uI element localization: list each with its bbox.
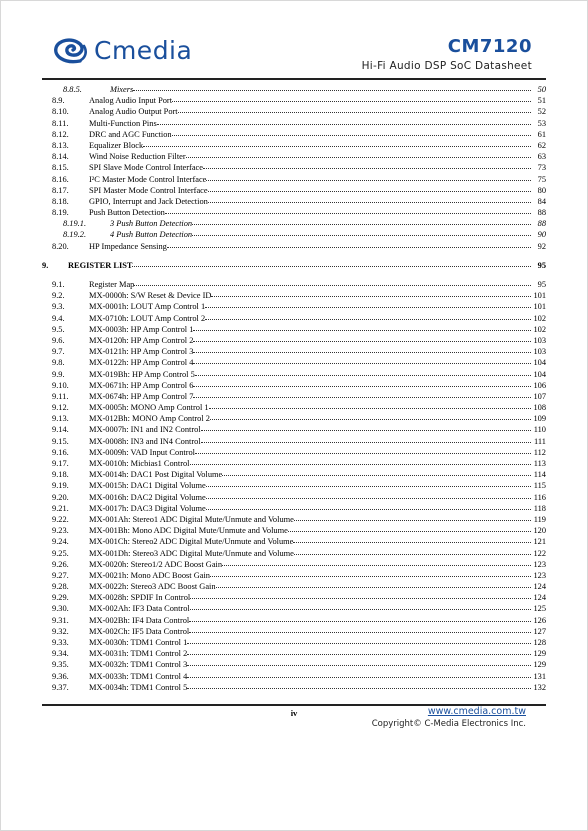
toc-entry[interactable]: [42, 559, 546, 570]
toc-entry-number: 8.16.: [52, 174, 69, 184]
toc-entry[interactable]: [42, 648, 546, 659]
toc-entry[interactable]: [42, 218, 546, 229]
toc-entry-page: 131: [533, 671, 546, 681]
toc-entry-page: 103: [533, 347, 546, 357]
toc-entry-page: 124: [533, 582, 546, 592]
toc-entry-page: 95: [537, 280, 546, 289]
toc-entry-title: MX-0122h: HP Amp Control 4: [89, 358, 194, 368]
toc-entry-page: 104: [533, 358, 546, 368]
toc-entry-number: 9.36.: [52, 671, 69, 681]
toc-entry-title: MX-0020h: Stereo1/2 ADC Boost Gain: [89, 559, 223, 569]
toc-entry-title: Equalizer Block: [89, 140, 144, 150]
toc-entry-page: 92: [537, 241, 546, 251]
toc-leader-dots: [133, 84, 531, 91]
toc-entry[interactable]: [42, 260, 546, 271]
toc-entry-page: 75: [537, 174, 546, 184]
toc-leader-dots: [211, 290, 531, 297]
toc-entry-number: 9.21.: [52, 503, 69, 513]
toc-entry-title: REGISTER LIST: [68, 260, 133, 270]
toc-leader-dots: [178, 106, 531, 113]
toc-leader-dots: [209, 402, 531, 409]
toc-entry-title: Analog Audio Input Port: [89, 96, 173, 106]
toc-entry-number: 9.: [42, 260, 49, 270]
toc-entry-number: 9.7.: [52, 347, 65, 357]
toc-entry-number: 9.5.: [52, 324, 65, 334]
toc-entry-number: 9.15.: [52, 436, 69, 446]
toc-entry-page: 104: [533, 369, 546, 379]
toc-entry-page: 118: [533, 503, 546, 513]
toc-entry-page: 51: [537, 96, 546, 106]
toc-entry-page: 62: [537, 140, 546, 150]
header-rule: [42, 78, 546, 80]
toc-entry[interactable]: [42, 637, 546, 648]
toc-leader-dots: [193, 324, 531, 331]
toc-entry-page: 119: [533, 514, 546, 524]
toc-entry-page: 116: [533, 492, 546, 502]
toc-entry-number: 9.6.: [52, 335, 65, 345]
toc-entry-number: 8.19.1.: [63, 219, 87, 229]
toc-entry[interactable]: [42, 570, 546, 581]
toc-entry-page: 88: [537, 208, 546, 218]
cmedia-logo: [50, 36, 192, 66]
toc-entry[interactable]: [42, 207, 546, 218]
toc-entry-number: 8.19.2.: [63, 230, 87, 240]
toc-entry-number: 9.14.: [52, 425, 69, 435]
toc-entry[interactable]: [42, 241, 546, 252]
toc-leader-dots: [293, 536, 531, 543]
toc-entry-title: MX-0031h: TDM1 Control 2: [89, 649, 188, 659]
toc-entry[interactable]: [42, 380, 546, 391]
toc-entry-title: MX-001Dh: Stereo3 ADC Digital Mute/Unmute and Volume: [89, 548, 294, 558]
toc-entry-number: 9.16.: [52, 447, 69, 457]
toc-leader-dots: [208, 185, 531, 192]
toc-entry-title: 4 Push Button Detection: [110, 230, 193, 240]
toc-entry[interactable]: [42, 229, 546, 240]
toc-entry-number: 9.26.: [52, 559, 69, 569]
toc-entry[interactable]: [42, 548, 546, 559]
toc-entry-title: MX-0007h: IN1 and IN2 Control: [89, 425, 201, 435]
toc-entry-page: 102: [533, 313, 546, 323]
toc-entry-title: MX-0010h: Micbias1 Control: [89, 459, 190, 468]
toc-entry[interactable]: [42, 84, 546, 95]
toc-entry[interactable]: [42, 313, 546, 324]
toc-entry-page: 127: [533, 626, 546, 636]
toc-leader-dots: [187, 659, 531, 666]
toc-leader-dots: [157, 118, 531, 125]
toc-entry-title: MX-0028h: SPDIF In Control: [89, 593, 191, 603]
product-name: CM7120: [447, 36, 532, 57]
toc-leader-dots: [205, 301, 531, 308]
toc-entry-number: 9.8.: [52, 358, 65, 368]
page-number: iv: [290, 708, 298, 718]
toc-entry-title: MX-0671h: HP Amp Control 6: [89, 380, 194, 390]
toc-leader-dots: [210, 413, 531, 420]
toc-leader-dots: [172, 95, 531, 102]
toc-entry[interactable]: [42, 480, 546, 491]
toc-leader-dots: [132, 260, 531, 267]
toc-entry[interactable]: [42, 536, 546, 547]
toc-leader-dots: [222, 559, 531, 566]
toc-entry-title: Analog Audio Output Port: [89, 107, 178, 117]
toc-leader-dots: [205, 313, 531, 320]
toc-entry-page: 50: [537, 85, 546, 94]
toc-entry-title: MX-0017h: DAC3 Digital Volume: [89, 503, 206, 513]
toc-entry[interactable]: [42, 413, 546, 424]
toc-entry-page: 52: [537, 107, 546, 117]
toc-entry-page: 80: [537, 185, 546, 195]
toc-entry-number: 9.4.: [52, 313, 65, 323]
copyright-text: Copyright© C-Media Electronics Inc.: [371, 719, 526, 729]
toc-entry-title: MX-002Bh: IF4 Data Control: [89, 615, 190, 625]
toc-entry-number: 9.30.: [52, 604, 69, 614]
toc-entry[interactable]: [42, 626, 546, 637]
toc-entry-title: MX-0001h: LOUT Amp Control 1: [89, 302, 206, 312]
toc-entry-page: 123: [533, 570, 546, 580]
toc-leader-dots: [189, 615, 531, 622]
toc-entry-number: 9.34.: [52, 649, 69, 659]
toc-entry-number: 8.9.: [52, 96, 65, 106]
toc-leader-dots: [206, 503, 531, 510]
website-link[interactable]: www.cmedia.com.tw: [427, 706, 526, 717]
toc-entry-title: MX-0022h: Stereo3 ADC Boost Gain: [89, 582, 216, 592]
toc-entry[interactable]: [42, 140, 546, 151]
toc-entry-title: MX-019Bh: HP Amp Control 5: [89, 369, 195, 379]
toc-entry-title: MX-0032h: TDM1 Control 3: [89, 660, 188, 670]
toc-entry[interactable]: [42, 603, 546, 614]
toc-entry-page: 73: [537, 163, 546, 173]
toc-leader-dots: [206, 492, 531, 499]
toc-entry[interactable]: [42, 615, 546, 626]
toc-leader-dots: [288, 525, 531, 532]
toc-leader-dots: [210, 570, 531, 577]
toc-entry[interactable]: [42, 162, 546, 173]
toc-entry-page: 132: [533, 682, 546, 692]
toc-entry-number: 8.17.: [52, 185, 69, 195]
toc-entry[interactable]: [42, 391, 546, 402]
toc-leader-dots: [190, 458, 532, 465]
toc-entry-number: 9.32.: [52, 626, 69, 636]
toc-entry-page: 129: [533, 660, 546, 670]
toc-entry-title: MX-0021h: Mono ADC Boost Gain: [89, 570, 210, 580]
toc-entry-title: MX-0008h: IN3 and IN4 Control: [89, 436, 201, 446]
toc-leader-dots: [167, 241, 531, 248]
toc-entry-title: MX-0009h: VAD Input Control: [89, 447, 196, 457]
toc-entry-number: 9.31.: [52, 615, 69, 625]
toc-entry-page: 88: [537, 219, 546, 229]
toc-entry-title: MX-002Ch: IF5 Data Control: [89, 626, 190, 636]
toc-leader-dots: [192, 218, 531, 225]
toc-entry[interactable]: [42, 436, 546, 447]
toc-entry-page: 114: [533, 470, 546, 480]
toc-entry-title: I²C Master Mode Control Interface: [89, 174, 207, 184]
toc-leader-dots: [193, 391, 531, 398]
toc-entry-title: MX-0121h: HP Amp Control 3: [89, 347, 194, 357]
toc-entry-page: 84: [537, 196, 546, 206]
toc-entry-number: 9.10.: [52, 380, 69, 390]
toc-leader-dots: [192, 229, 531, 236]
toc-entry-page: 128: [533, 638, 546, 647]
toc-entry-number: 8.13.: [52, 140, 69, 150]
toc-leader-dots: [187, 637, 531, 644]
toc-entry-number: 9.18.: [52, 470, 69, 480]
toc-entry-title: MX-001Bh: Mono ADC Digital Mute/Unmute and Volume: [89, 526, 288, 536]
toc-entry-number: 9.22.: [52, 514, 69, 524]
toc-entry-number: 9.28.: [52, 582, 69, 592]
toc-entry-page: 110: [533, 425, 546, 435]
toc-entry-number: 8.8.5.: [63, 85, 82, 94]
toc-entry[interactable]: [42, 659, 546, 670]
toc-entry-title: MX-0016h: DAC2 Digital Volume: [89, 492, 206, 502]
toc-entry-title: MX-0674h: HP Amp Control 7: [89, 391, 194, 401]
toc-entry-title: MX-0710h: LOUT Amp Control 2: [89, 313, 206, 323]
toc-entry-title: 3 Push Button Detection: [110, 219, 193, 229]
toc-entry-page: 90: [537, 230, 546, 240]
toc-entry-title: Multi-Function Pins: [89, 118, 157, 128]
toc-entry-title: Mixers: [110, 85, 134, 94]
toc-entry-number: 8.10.: [52, 107, 69, 117]
toc-leader-dots: [186, 151, 531, 158]
toc-entry-title: DRC and AGC Function: [89, 129, 172, 139]
toc-entry-page: 101: [533, 291, 546, 301]
toc-entry-title: Push Button Detection: [89, 208, 165, 218]
toc-leader-dots: [193, 335, 531, 342]
toc-entry-number: 9.24.: [52, 537, 69, 547]
document-subtitle: Hi-Fi Audio DSP SoC Datasheet: [361, 60, 532, 72]
toc-entry-page: 103: [533, 335, 546, 345]
toc-entry-page: 121: [533, 537, 546, 547]
toc-entry[interactable]: [42, 346, 546, 357]
toc-entry-number: 9.1.: [52, 280, 65, 289]
toc-entry[interactable]: [42, 424, 546, 435]
toc-leader-dots: [294, 548, 531, 555]
toc-entry-page: 120: [533, 526, 546, 536]
toc-leader-dots: [294, 514, 531, 521]
toc-entry-title: MX-0015h: DAC1 Digital Volume: [89, 481, 206, 491]
toc-entry-title: MX-001Ch: Stereo2 ADC Digital Mute/Unmute and Volume: [89, 537, 294, 547]
toc-entry[interactable]: [42, 447, 546, 458]
toc-entry-number: 9.17.: [52, 459, 69, 468]
toc-entry-page: 109: [533, 414, 546, 424]
toc-entry[interactable]: [42, 324, 546, 335]
toc-leader-dots: [216, 581, 531, 588]
toc-entry[interactable]: [42, 458, 546, 469]
toc-leader-dots: [187, 671, 531, 678]
toc-leader-dots: [143, 140, 531, 147]
toc-entry-number: 8.15.: [52, 163, 69, 173]
toc-entry-title: MX-0000h: S/W Reset & Device ID: [89, 291, 212, 301]
table-of-contents: [42, 84, 546, 693]
toc-leader-dots: [206, 174, 531, 181]
toc-entry-title: MX-001Ah: Stereo1 ADC Digital Mute/Unmute and Volume: [89, 514, 294, 524]
toc-entry-page: 53: [537, 118, 546, 128]
toc-entry-page: 102: [533, 324, 546, 334]
toc-leader-dots: [195, 447, 531, 454]
toc-entry-page: 101: [533, 302, 546, 312]
toc-entry[interactable]: [42, 335, 546, 346]
toc-leader-dots: [203, 162, 531, 169]
toc-entry-page: 112: [533, 447, 546, 457]
toc-entry-number: 9.19.: [52, 481, 69, 491]
toc-entry-number: 9.9.: [52, 369, 65, 379]
toc-entry-page: 129: [533, 649, 546, 659]
toc-leader-dots: [195, 369, 531, 376]
toc-entry-title: MX-0005h: MONO Amp Control 1: [89, 403, 209, 413]
toc-entry[interactable]: [42, 106, 546, 117]
toc-entry-title: SPI Master Mode Control Interface: [89, 185, 208, 195]
toc-entry-number: 9.37.: [52, 682, 69, 692]
toc-entry[interactable]: [42, 525, 546, 536]
toc-entry-number: 8.11.: [52, 118, 69, 128]
brand-name: Cmedia: [94, 36, 193, 65]
toc-leader-dots: [206, 480, 531, 487]
toc-entry-title: SPI Slave Mode Control Interface: [89, 163, 203, 173]
toc-entry[interactable]: [42, 129, 546, 140]
toc-entry-title: MX-012Bh: MONO Amp Control 2: [89, 414, 210, 424]
toc-entry[interactable]: [42, 682, 546, 693]
toc-entry-number: 9.2.: [52, 291, 65, 301]
toc-leader-dots: [134, 279, 531, 286]
toc-entry-page: 108: [533, 403, 546, 413]
toc-leader-dots: [193, 380, 531, 387]
toc-entry-title: MX-0003h: HP Amp Control 1: [89, 324, 194, 334]
toc-entry-page: 115: [533, 481, 546, 491]
toc-entry[interactable]: [42, 581, 546, 592]
toc-entry-page: 63: [537, 152, 546, 162]
toc-entry-title: MX-0033h: TDM1 Control 4: [89, 671, 188, 681]
toc-entry-number: 9.27.: [52, 570, 69, 580]
toc-entry[interactable]: [42, 492, 546, 503]
toc-entry[interactable]: [42, 592, 546, 603]
cmedia-swirl-icon: [50, 36, 90, 66]
toc-entry-number: 8.14.: [52, 152, 69, 162]
toc-entry[interactable]: [42, 402, 546, 413]
toc-entry-page: 126: [533, 615, 546, 625]
toc-entry-title: HP Impedance Sensing: [89, 241, 167, 251]
toc-leader-dots: [187, 648, 531, 655]
toc-entry-number: 9.25.: [52, 548, 69, 558]
toc-entry-page: 106: [533, 380, 546, 390]
toc-entry[interactable]: [42, 301, 546, 312]
toc-leader-dots: [165, 207, 531, 214]
toc-entry[interactable]: [42, 671, 546, 682]
toc-entry[interactable]: [42, 174, 546, 185]
toc-entry-number: 8.18.: [52, 196, 69, 206]
toc-entry-number: 9.23.: [52, 526, 69, 536]
toc-leader-dots: [208, 196, 531, 203]
toc-leader-dots: [222, 469, 531, 476]
toc-entry-page: 125: [533, 604, 546, 614]
toc-entry[interactable]: [42, 514, 546, 525]
toc-entry-title: Register Map: [89, 280, 135, 289]
toc-entry-title: Wind Noise Reduction Filter: [89, 152, 186, 162]
toc-entry-page: 95: [537, 260, 546, 270]
toc-leader-dots: [201, 436, 531, 443]
toc-entry[interactable]: [42, 196, 546, 207]
toc-leader-dots: [193, 346, 531, 353]
toc-entry-title: MX-0034h: TDM1 Control 5: [89, 682, 188, 692]
toc-entry-page: 107: [533, 391, 546, 401]
toc-entry-number: 9.29.: [52, 593, 69, 603]
toc-entry[interactable]: [42, 279, 546, 290]
toc-entry[interactable]: [42, 151, 546, 162]
toc-entry[interactable]: [42, 118, 546, 129]
toc-entry-page: 113: [533, 459, 546, 468]
toc-leader-dots: [193, 357, 531, 364]
toc-leader-dots: [172, 129, 531, 136]
toc-entry[interactable]: [42, 369, 546, 380]
toc-entry-number: 8.12.: [52, 129, 69, 139]
toc-entry-page: 122: [533, 548, 546, 558]
toc-entry-title: MX-0120h: HP Amp Control 2: [89, 335, 194, 345]
toc-entry-number: 8.20.: [52, 241, 69, 251]
toc-leader-dots: [201, 424, 531, 431]
toc-entry-title: MX-002Ah: IF3 Data Control: [89, 604, 190, 614]
toc-entry[interactable]: [42, 357, 546, 368]
toc-entry-number: 9.13.: [52, 414, 69, 424]
toc-leader-dots: [187, 682, 531, 689]
toc-leader-dots: [190, 603, 531, 610]
toc-entry[interactable]: [42, 469, 546, 480]
toc-entry-title: MX-0030h: TDM1 Control 1: [89, 638, 188, 647]
toc-entry-number: 9.20.: [52, 492, 69, 502]
toc-entry[interactable]: [42, 185, 546, 196]
toc-entry-page: 111: [534, 436, 546, 446]
toc-entry-number: 9.33.: [52, 638, 69, 647]
toc-entry-number: 9.11.: [52, 391, 69, 401]
toc-spacer: [42, 271, 546, 279]
toc-entry[interactable]: [42, 503, 546, 514]
toc-leader-dots: [190, 592, 531, 599]
toc-entry[interactable]: [42, 290, 546, 301]
toc-entry-page: 123: [533, 559, 546, 569]
toc-entry-number: 9.35.: [52, 660, 69, 670]
toc-entry-title: MX-0014h: DAC1 Post Digital Volume: [89, 470, 223, 480]
toc-entry-page: 124: [533, 593, 546, 603]
toc-entry-page: 61: [537, 129, 546, 139]
toc-entry-title: GPIO, Interrupt and Jack Detection: [89, 196, 208, 206]
toc-entry-number: 9.3.: [52, 302, 65, 312]
toc-entry-number: 9.12.: [52, 403, 69, 413]
toc-leader-dots: [189, 626, 531, 633]
toc-spacer: [42, 252, 546, 260]
toc-entry[interactable]: [42, 95, 546, 106]
toc-entry-number: 8.19.: [52, 208, 69, 218]
